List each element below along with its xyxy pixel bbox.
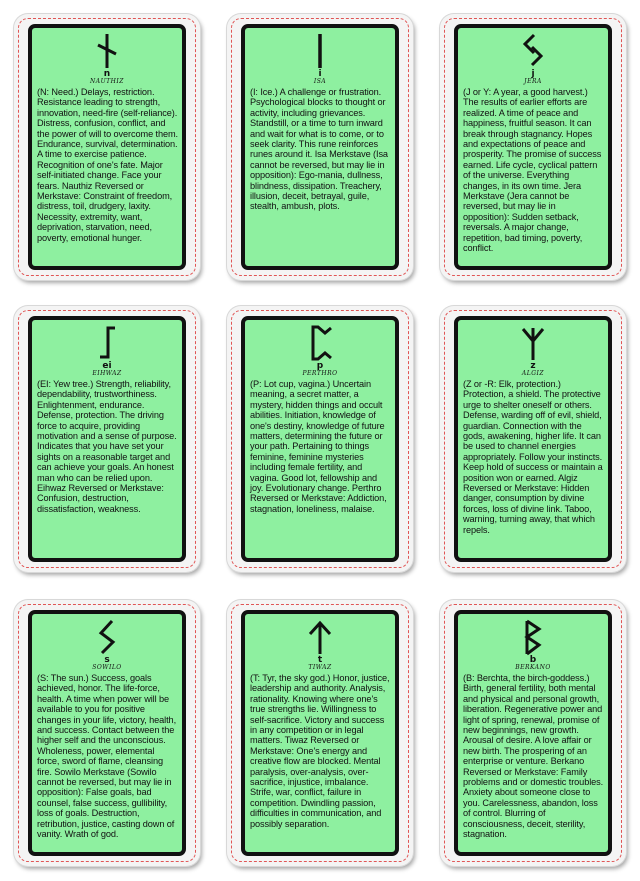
card-letter: t — [317, 655, 323, 665]
card-title: NAUTHIZ — [90, 78, 124, 85]
card-title: SOWILO — [92, 664, 122, 671]
card-description: (B: Berchta, the birch-goddess.) Birth, general fertility, both mental and physical and personal growth, liberation. Regenerative power and light of spring, renewal, promise of new beginnings, new growth. Arousal of desire. A love affair or new birth. The prospering of an enterprise or venture. Berkano Reversed or Merkstave: Family problems and or domestic troubles. Anxiety about someone close to you. Carelessness, abandon, loss of control. Blurring of consciousness, deceit, sterility, stagnation. — [463, 673, 604, 840]
card-description: (P: Lot cup, vagina.) Uncertain meaning, a secret matter, a mystery, hidden things and occult abilities. Initiation, knowledge of one's destiny, knowledge of future matters, determining the future or your path. Pertaining to things feminine, feminine mysteries including female fertility, and vagina. Good lot, fellowship and joy. Evolutionary change. Perthro Reversed or Merkstave: Addiction, stagnation, loneliness, malaise. — [250, 379, 387, 514]
card-letter: j — [531, 69, 535, 79]
card-title: TIWAZ — [308, 664, 332, 671]
rune-card-eihwaz — [14, 306, 200, 572]
rune-card-sowilo — [14, 600, 200, 866]
card-title: EIHWAZ — [92, 370, 122, 377]
card-title: ALGIZ — [521, 370, 545, 377]
card-description: (S: The sun.) Success, goals achieved, honor. The life-force, health. A time when power will be available to you for positive changes in your life, victory, health, and success. Contact between the higher self and the unconscious. Wholeness, power, elemental force, sword of flame, cleansing fire. Sowilo Merkstave (Sowilo cannot be reversed, but may lie in opposition): False goals, bad counsel, false success, gullibility, loss of goals. Destruction, retribution, justice, casting down of vanity. Wrath of god. — [37, 673, 177, 840]
card-description: (N: Need.) Delays, restriction. Resistance leading to strength, innovation, need-fire (self-reliance). Distress, confusion, conflict, and the power of will to overcome them. Endurance, survival, determination. A time to exercise patience. Recognition of one's fate. Major self-initiated change. Face your fears. Nauthiz Reversed or Merkstave: Constraint of freedom, distress, toil, drudgery, laxity. Necessity, extremity, want, deprivation, starvation, need, poverty, emotional hunger. — [37, 87, 179, 243]
card-face — [28, 316, 186, 562]
card-description: (T: Tyr, the sky god.) Honor, justice, leadership and authority. Analysis, rationality. Knowing where one's true strengths lie. Willingness to self-sacrifice. Victory and success in any competition or in legal matters. Tiwaz Reversed or Merkstave: One's energy and creative flow are blocked. Mental paralysis, over-analysis, over-sacrifice, injustice, imbalance. Strife, war, conflict, failure in competition. Dwindling passion, difficulties in communication, and possibly separation. — [250, 673, 390, 829]
eihwaz-rune-icon — [87, 324, 127, 362]
card-title: BERKANO — [515, 664, 551, 671]
card-face — [241, 316, 399, 562]
rune-card-tiwaz — [227, 600, 413, 866]
card-face — [241, 610, 399, 856]
card-description: (Z or -R: Elk, protection.) Protection, a shield. The protective urge to shelter oneself or others. Defense, warding off of evil, shield, guardian. Connection with the gods, awakening, higher life. It can be used to channel energies appropriately. Follow your instincts. Keep hold of success or maintain a position won or earned. Algiz Reversed or Merkstave: Hidden danger, consumption by divine forces, loss of divine link. Taboo, warning, turning away, that which repels. — [463, 379, 603, 535]
card-face — [454, 610, 612, 856]
card-face — [28, 24, 186, 270]
card-face — [454, 316, 612, 562]
card-letter: ei — [102, 361, 112, 371]
rune-card-isa — [227, 14, 413, 280]
card-letter: z — [530, 361, 536, 371]
card-letter: s — [104, 655, 110, 665]
algiz-rune-icon — [513, 324, 553, 362]
card-description: (EI: Yew tree.) Strength, reliability, dependability, trustworthiness. Enlightenment, endurance. Defense, protection. The driving force to acquire, providing motivation and a sense of purpose. Indicates that you have set your sights on a reasonable target and can achieve your goals. An honest man who can be relied upon. Eihwaz Reversed or Merkstave: Confusion, destruction, dissatisfaction, weakness. — [37, 379, 177, 514]
jera-rune-icon — [513, 32, 553, 70]
card-title: ISA — [313, 78, 327, 85]
tiwaz-rune-icon — [300, 618, 340, 656]
card-letter: p — [316, 361, 324, 371]
card-title: JERA — [524, 78, 542, 85]
rune-card-nauthiz — [14, 14, 200, 280]
card-letter: n — [103, 69, 111, 79]
perthro-rune-icon — [300, 324, 340, 362]
card-letter: b — [529, 655, 537, 665]
card-description: (I: Ice.) A challenge or frustration. Psychological blocks to thought or activity, including grievances. Standstill, or a time to turn inward and wait for what is to come, or to seek clarity. This rune reinforces runes around it. Isa Merkstave (Isa cannot be reversed, but may lie in opposition): Ego-mania, dullness, blindness, dissipation. Treachery, illusion, deceit, betrayal, guile, stealth, ambush, plots. — [250, 87, 388, 212]
isa-rune-icon — [300, 32, 340, 70]
berkano-rune-icon — [513, 618, 553, 656]
card-face — [241, 24, 399, 270]
card-letter: i — [318, 69, 322, 79]
rune-card-jera — [440, 14, 626, 280]
rune-card-algiz — [440, 306, 626, 572]
rune-card-berkano — [440, 600, 626, 866]
rune-card-perthro — [227, 306, 413, 572]
card-face — [28, 610, 186, 856]
card-title: PERTHRO — [302, 370, 338, 377]
sowilo-rune-icon — [87, 618, 127, 656]
card-face — [454, 24, 612, 270]
card-description: (J or Y: A year, a good harvest.) The results of earlier efforts are realized. A time of peace and happiness, fruitful season. It can break through stagnancy. Hopes and expectations of peace and prosperity. The promise of success earned. Life cycle, cyclical pattern of the universe. Everything changes, in its own time. Jera Merkstave (Jera cannot be reversed, but may lie in opposition): Sudden setback, reversals. A major change, repetition, bad timing, poverty, conflict. — [463, 87, 602, 254]
nauthiz-rune-icon — [87, 32, 127, 70]
